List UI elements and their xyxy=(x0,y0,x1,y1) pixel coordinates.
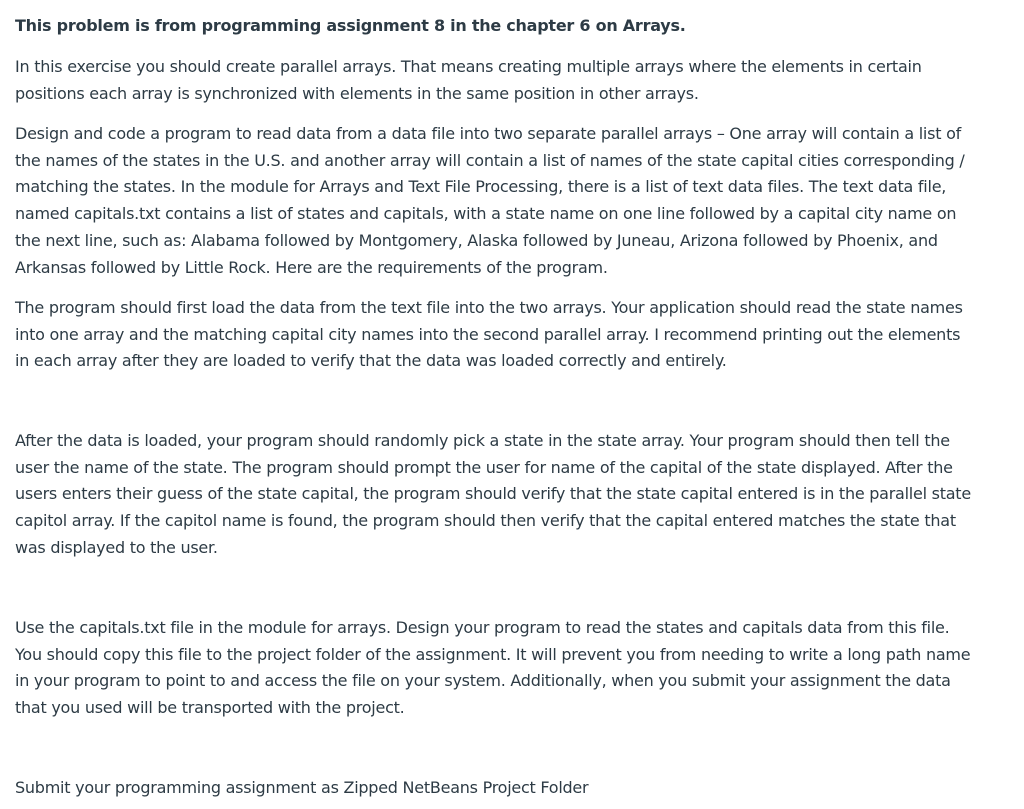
paragraph-submission: Submit your programming assignment as Zipped NetBeans Project Folder xyxy=(15,778,589,797)
paragraph-random-state: After the data is loaded, your program should randomly pick a state in the state array. Your program should then tell the user the name of the state. The program should prompt the user for name of the capital of the state displayed. After the users enters their guess of the state capital, the program should verify that the state capital entered is in the parallel state capitol array. If the capitol name is found, the program should then verify that the capital entered matches the state that was displayed to the user. xyxy=(15,431,971,557)
paragraph-capitals-file: Use the capitals.txt file in the module for arrays. Design your program to read the states and capitals data from this file. You should copy this file to the project folder of the assignment. It will prevent you from needing to write a long path name in your program to point to and access the file on your system. Additionally, when you submit your assignment the data that you used will be transported with the project. xyxy=(15,618,971,718)
paragraph-load-data: The program should first load the data from the text file into the two arrays. Your application should read the state names into one array and the matching capital city names into the second parallel array. I recommend printing out the elements in each array after they are loaded to verify that the data was loaded correctly and entirely. xyxy=(15,298,963,371)
assignment-title: This problem is from programming assignment 8 in the chapter 6 on Arrays. xyxy=(15,16,686,35)
paragraph-program-design: Design and code a program to read data from a data file into two separate parallel arrays – One array will contain a list of the names of the states in the U.S. and another array will contain a list of names of the state capital cities corresponding / matching the states. In the module for Arrays and Text File Processing, there is a list of text data files. The text data file, named capitals.txt contains a list of states and capitals, with a state name on one line followed by a capital city name on the next line, such as: Alabama followed by Montgomery, Alaska followed by Juneau, Arizona followed by Phoenix, and Arkansas followed by Little Rock. Here are the requirements of the program. xyxy=(15,124,965,277)
paragraph-parallel-arrays-intro: In this exercise you should create parallel arrays. That means creating multiple arrays where the elements in certain positions each array is synchronized with elements in the same position in other arrays. xyxy=(15,57,922,103)
